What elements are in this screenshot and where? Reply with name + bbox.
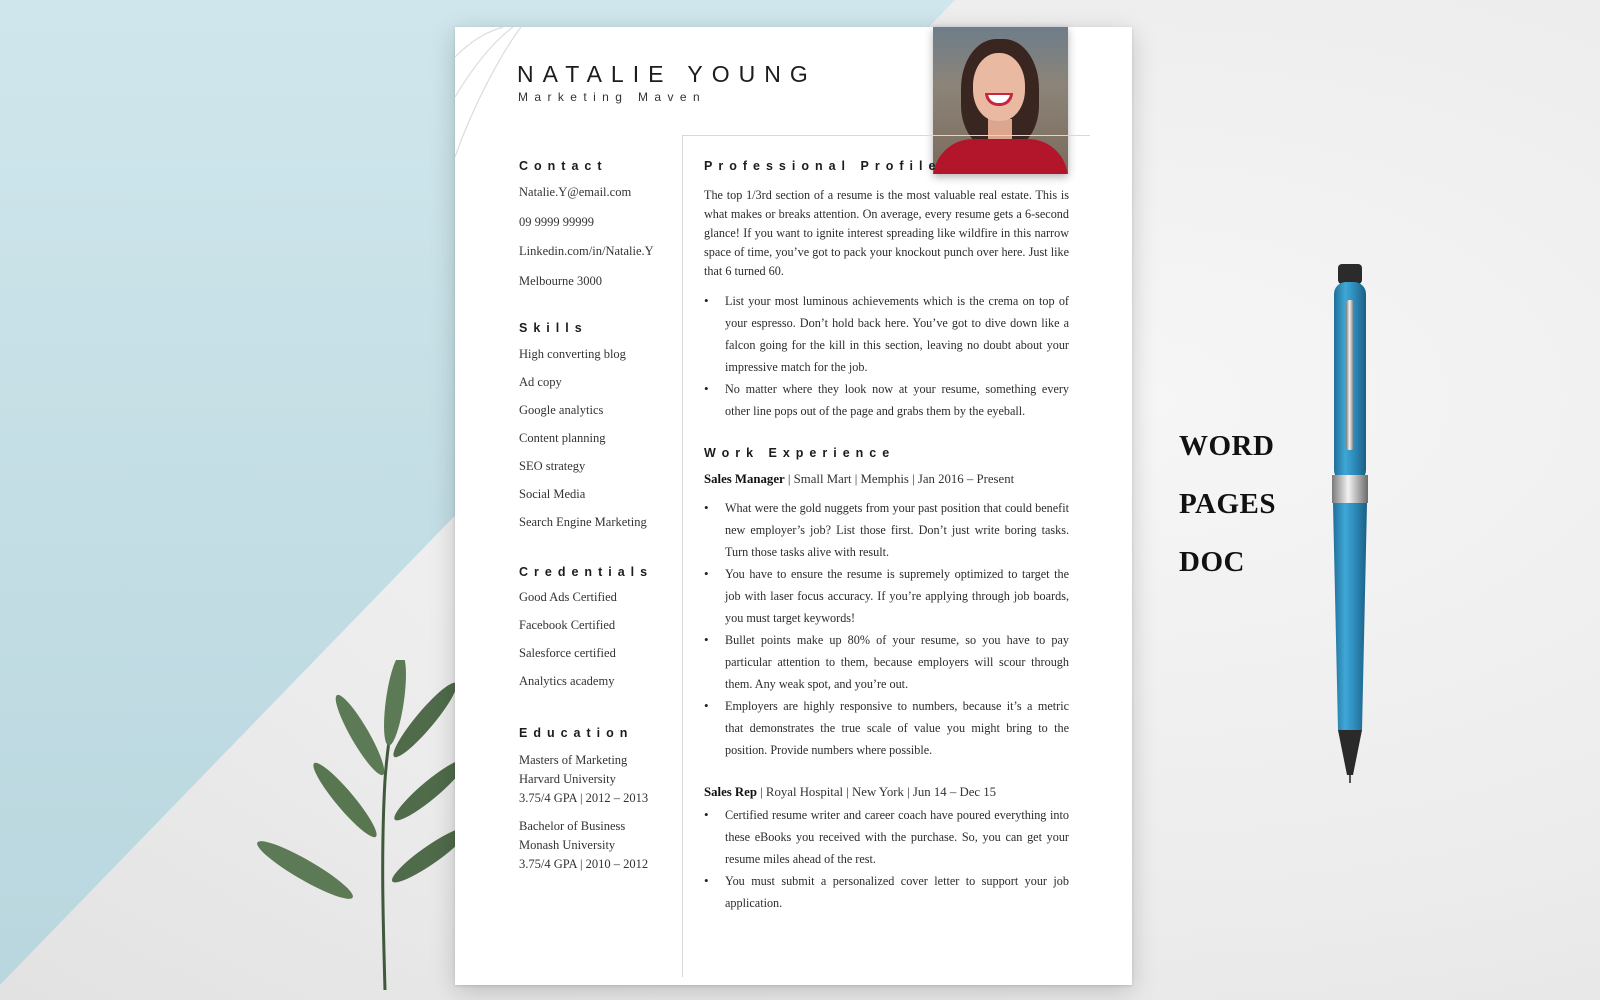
contact-phone: 09 9999 99999 — [519, 214, 594, 229]
format-doc: DOC — [1179, 546, 1245, 578]
education-degree: Masters of Marketing — [519, 753, 628, 767]
list-item: Google analytics — [519, 403, 604, 417]
education-school: Monash University — [519, 838, 616, 852]
profile-section — [704, 186, 1069, 422]
list-item: Salesforce certified — [519, 646, 616, 660]
job-bullets — [704, 497, 1069, 761]
column-divider — [682, 135, 683, 977]
list-item: • What were the gold nuggets from your past position that could benefit new employer’s job? List those first. Don’t just write boring tasks. Turn those tasks alive with result. — [704, 497, 1069, 563]
job-info: | Royal Hospital | New York | Jun 14 – Dec 15 — [756, 785, 997, 799]
header-divider — [682, 135, 1090, 136]
resume-tagline: Marketing Maven — [518, 90, 707, 104]
list-item: Good Ads Certified — [519, 590, 617, 604]
contact-linkedin: Linkedin.com/in/Natalie.Y — [519, 244, 654, 258]
list-item: • You have to ensure the resume is supremely optimized to target the job with laser focus accuracy. If you’re applying through job boards, you must target keywords! — [704, 563, 1069, 629]
list-item: High converting blog — [519, 347, 626, 361]
list-item: Social Media — [519, 487, 586, 501]
list-item: • Certified resume writer and career coach have poured everything into these eBooks you received with the purchase. So, you can get your resume miles ahead of the rest. — [704, 804, 1069, 870]
education-degree: Bachelor of Business — [519, 819, 626, 833]
job-sales-rep — [704, 785, 1069, 914]
list-item: Analytics academy — [519, 674, 615, 688]
experience-heading: Work Experience — [704, 446, 896, 460]
education-entry — [519, 751, 648, 808]
format-list — [1179, 430, 1276, 604]
job-role: Sales Rep — [704, 785, 757, 799]
list-item: • Bullet points make up 80% of your resume, so you have to pay particular attention to them, because employers will scour through them. Any weak spot, and you’re out. — [704, 629, 1069, 695]
job-title-line — [704, 472, 1069, 487]
contact-location: Melbourne 3000 — [519, 273, 602, 288]
list-item: • You must submit a personalized cover letter to support your job application. — [704, 870, 1069, 914]
skills-list — [519, 347, 647, 543]
format-pages: PAGES — [1179, 488, 1277, 520]
profile-photo — [933, 27, 1068, 174]
list-item: Facebook Certified — [519, 618, 616, 632]
credentials-list — [519, 590, 617, 702]
profile-heading: Professional Profile — [704, 159, 942, 173]
job-bullets — [704, 804, 1069, 914]
skills-heading: Skills — [519, 321, 588, 335]
job-sales-manager — [704, 472, 1069, 761]
contact-list — [519, 185, 654, 303]
education-school: Harvard University — [519, 772, 616, 786]
resume-name: NATALIE YOUNG — [517, 61, 817, 87]
job-role: Sales Manager — [704, 472, 785, 486]
credentials-heading: Credentials — [519, 565, 654, 579]
list-item: • List your most luminous achievements which is the crema on top of your espresso. Don’t hold back here. You’ve got to dive down like a falcon going for the kill in this section, leaving no doubt about your impressive match for the job. — [704, 290, 1069, 378]
education-detail: 3.75/4 GPA | 2010 – 2012 — [519, 857, 649, 871]
list-item: Content planning — [519, 431, 606, 445]
education-detail: 3.75/4 GPA | 2012 – 2013 — [519, 791, 649, 805]
contact-heading: Contact — [519, 159, 608, 173]
list-item: SEO strategy — [519, 459, 586, 473]
job-info: | Small Mart | Memphis | Jan 2016 – Present — [784, 472, 1015, 486]
decorative-corner-lines-icon — [455, 27, 525, 167]
list-item: Ad copy — [519, 375, 562, 389]
profile-text: The top 1/3rd section of a resume is the most valuable real estate. This is what makes or breaks attention. On average, every resume gets a 6-second glance! If you want to ignite interest spreading like wildfire in this narrow space of time, you’ve got to pack your knockout punch over here. Just like that 6 turned 60. — [704, 188, 1069, 278]
education-entry — [519, 817, 648, 874]
pen-icon — [1320, 260, 1380, 800]
contact-email: Natalie.Y@email.com — [519, 185, 632, 199]
education-heading: Education — [519, 726, 634, 740]
list-item: • No matter where they look now at your resume, something every other line pops out of the page and grabs them by the eyeball. — [704, 378, 1069, 422]
job-title-line — [704, 785, 1069, 800]
profile-bullets — [704, 290, 1069, 422]
resume-page — [455, 27, 1132, 985]
plant-sprig-icon — [235, 660, 485, 990]
list-item: Search Engine Marketing — [519, 515, 647, 529]
list-item: • Employers are highly responsive to numbers, because it’s a metric that demonstrates the true scale of value you might bring to the position. Provide numbers where possible. — [704, 695, 1069, 761]
format-word: WORD — [1179, 430, 1275, 462]
